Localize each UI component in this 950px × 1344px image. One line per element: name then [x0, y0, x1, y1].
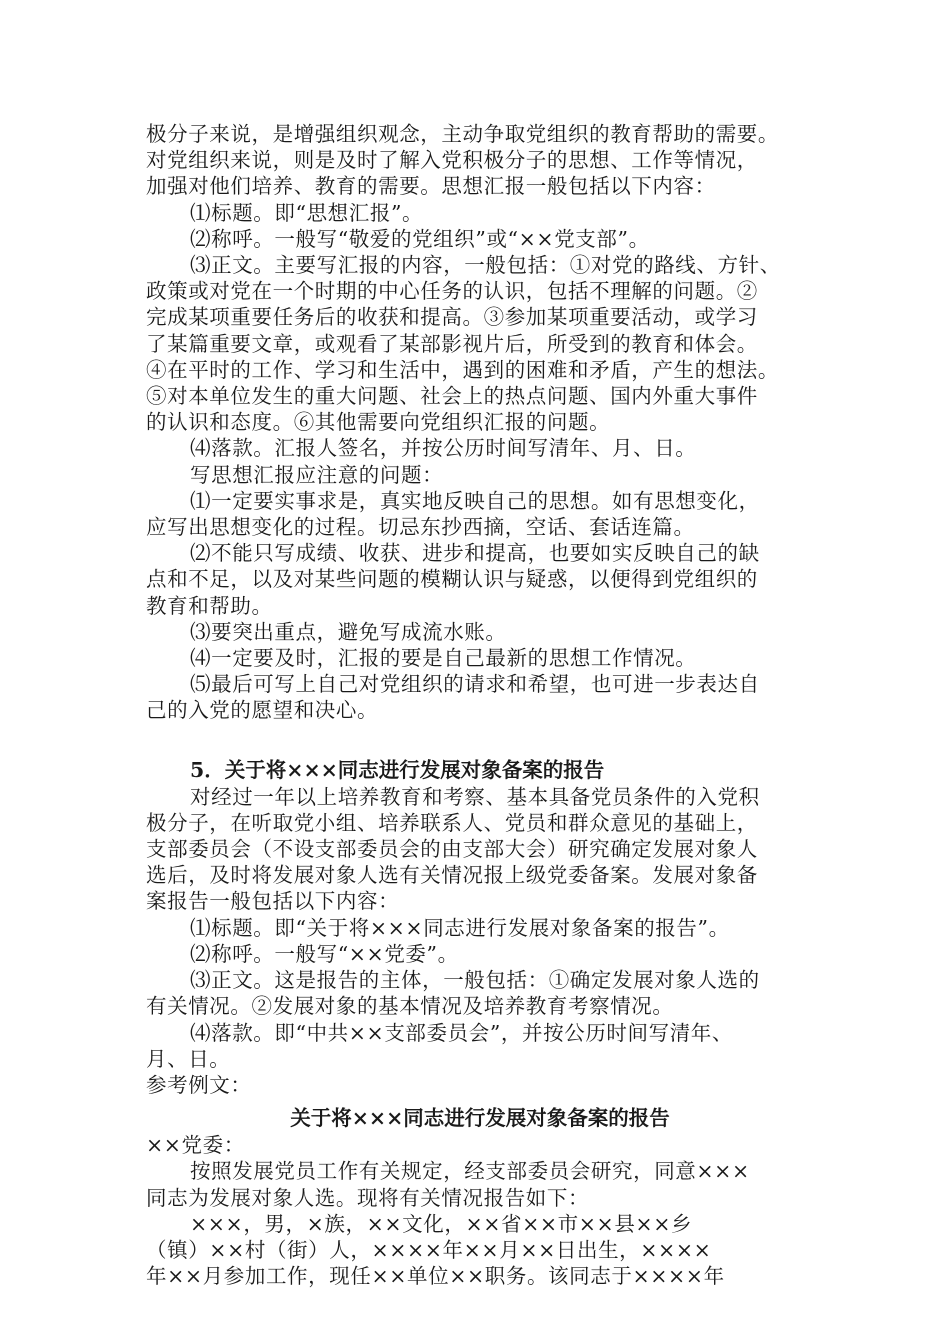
- text-line: ×××，男，×族，××文化，××省××市××县××乡: [190, 1211, 693, 1236]
- section5-item-3: [146, 967, 814, 1019]
- report-item-salutation: ⑵称呼。一般写“敬爱的党组织”或“××党支部”。: [190, 226, 650, 251]
- text-line: 完成某项重要任务后的收获和提高。③参加某项重要活动，或学习: [146, 305, 758, 330]
- text-line: ⑵不能只写成绩、收获、进步和提高，也要如实反映自己的缺: [190, 541, 760, 566]
- text-line: 有关情况。②发展对象的基本情况及培养教育考察情况。: [146, 994, 674, 1019]
- report-item-title: ⑴标题。即“思想汇报”。: [190, 200, 424, 225]
- text-line: ⑶正文。主要写汇报的内容，一般包括：①对党的路线、方针、: [190, 253, 781, 278]
- section5-item-2: ⑵称呼。一般写“××党委”。: [190, 941, 459, 966]
- text-line: 按照发展党员工作有关规定，经支部委员会研究，同意×××: [190, 1159, 750, 1184]
- text-line: ⑴一定要实事求是，真实地反映自己的思想。如有思想变化，: [190, 488, 760, 513]
- report-item-body: [146, 252, 814, 435]
- document-page: [146, 121, 814, 1289]
- text-line: 案报告一般包括以下内容：: [146, 889, 400, 914]
- text-line: 同志为发展对象人选。现将有关情况报告如下：: [146, 1185, 590, 1210]
- example-paragraph-2: [146, 1211, 814, 1290]
- text-line: （镇）××村（街）人，××××年××月××日出生，××××: [146, 1237, 712, 1262]
- text-line: 月、日。: [146, 1046, 231, 1071]
- text-line: 的认识和态度。⑥其他需要向党组织汇报的问题。: [146, 410, 611, 435]
- text-line: 年××月参加工作，现任××单位××职务。该同志于××××年: [146, 1264, 725, 1289]
- example-paragraph-1: [146, 1158, 814, 1210]
- section5-intro: [146, 784, 814, 915]
- text-line: 极分子，在听取党小组、培养联系人、党员和群众意见的基础上，: [146, 810, 758, 835]
- note-5: [146, 671, 814, 723]
- text-line: 支部委员会（不设支部委员会的由支部大会）研究确定发展对象人: [146, 837, 758, 862]
- text-line: ⑷落款。即“中共××支部委员会”，并按公历时间写清年、: [190, 1020, 734, 1045]
- text-line: ⑸最后可写上自己对党组织的请求和希望，也可进一步表达自: [190, 672, 760, 697]
- note-1: [146, 488, 814, 540]
- reference-label: 参考例文：: [146, 1072, 252, 1097]
- note-4: ⑷一定要及时，汇报的要是自己最新的思想工作情况。: [190, 646, 697, 671]
- text-line: 政策或对党在一个时期的中心任务的认识，包括不理解的问题。②: [146, 279, 758, 304]
- text-line: 了某篇重要文章，或观看了某部影视片后，所受到的教育和体会。: [146, 331, 758, 356]
- text-line: ⑶正文。这是报告的主体，一般包括：①确定发展对象人选的: [190, 968, 760, 993]
- section5-item-1: ⑴标题。即“关于将×××同志进行发展对象备案的报告”。: [190, 915, 730, 940]
- intro-paragraph: [146, 121, 814, 200]
- text-line: 加强对他们培养、教育的需要。思想汇报一般包括以下内容：: [146, 174, 716, 199]
- text-line: 对党组织来说，则是及时了解入党积极分子的思想、工作等情况，: [146, 148, 758, 173]
- text-line: 教育和帮助。: [146, 593, 273, 618]
- text-line: 选后，及时将发展对象人选有关情况报上级党委备案。发展对象备: [146, 863, 758, 888]
- text-line: 应写出思想变化的过程。切忌东抄西摘，空话、套话连篇。: [146, 515, 695, 540]
- report-item-signature: ⑷落款。汇报人签名，并按公历时间写清年、月、日。: [190, 436, 697, 461]
- example-salutation: ××党委：: [146, 1133, 245, 1158]
- text-line: 对经过一年以上培养教育和考察、基本具备党员条件的入党积: [190, 784, 760, 809]
- example-title: 关于将×××同志进行发展对象备案的报告: [290, 1106, 670, 1131]
- notes-heading: 写思想汇报应注意的问题：: [190, 462, 444, 487]
- text-line: 点和不足，以及对某些问题的模糊认识与疑惑，以便得到党组织的: [146, 567, 758, 592]
- note-3: ⑶要突出重点，避免写成流水账。: [190, 619, 507, 644]
- section5-item-4: [146, 1020, 814, 1072]
- section-spacer: [146, 724, 814, 756]
- note-2: [146, 540, 814, 619]
- text-line: 极分子来说，是增强组织观念，主动争取党组织的教育帮助的需要。: [146, 122, 779, 146]
- text-line: ④在平时的工作、学习和生活中，遇到的困难和矛盾，产生的想法。: [146, 357, 779, 382]
- section-heading: 5．关于将×××同志进行发展对象备案的报告: [190, 757, 605, 782]
- text-line: 己的入党的愿望和决心。: [146, 698, 379, 723]
- text-line: ⑤对本单位发生的重大问题、社会上的热点问题、国内外重大事件: [146, 384, 758, 409]
